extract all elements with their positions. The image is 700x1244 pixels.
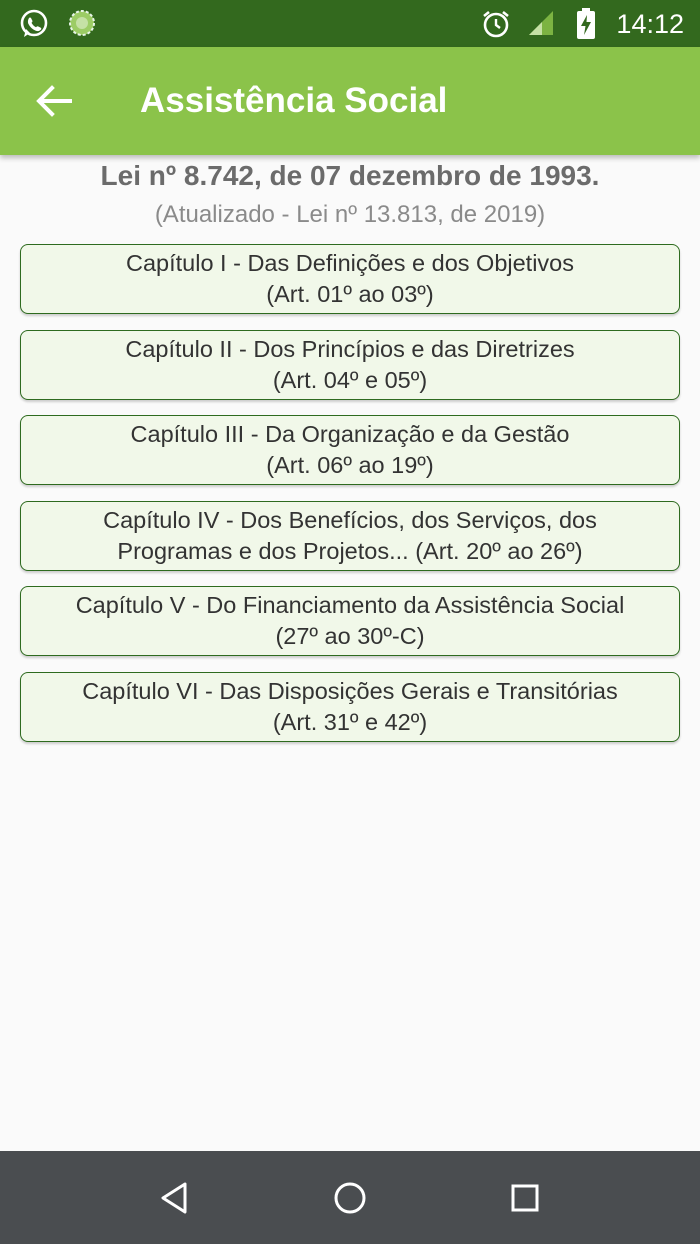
signal-icon bbox=[528, 10, 554, 41]
recents-square-icon bbox=[505, 1178, 545, 1218]
back-triangle-icon bbox=[155, 1178, 195, 1218]
chapter-list bbox=[20, 244, 680, 758]
chapter-articles: Programas e dos Projetos... (Art. 20º ao 26º) bbox=[117, 537, 583, 564]
home-circle-icon bbox=[330, 1178, 370, 1218]
chapter-articles: (Art. 31º e 42º) bbox=[272, 708, 428, 735]
app-bar bbox=[0, 47, 700, 155]
chapter-2-button[interactable] bbox=[20, 330, 680, 400]
chapter-6-button[interactable] bbox=[20, 672, 680, 742]
chapter-title: Capítulo II - Dos Princípios e das Diretrizes bbox=[125, 335, 575, 362]
nav-back-button[interactable] bbox=[155, 1178, 195, 1218]
chapter-articles: (Art. 06º ao 19º) bbox=[266, 452, 434, 479]
loading-icon bbox=[67, 8, 97, 43]
alarm-icon bbox=[481, 9, 511, 44]
chapter-articles: (Art. 04º e 05º) bbox=[272, 366, 428, 393]
chapter-title: Capítulo VI - Das Disposições Gerais e Transitórias bbox=[82, 677, 618, 704]
nav-home-button[interactable] bbox=[330, 1178, 370, 1218]
chapter-articles: (Art. 01º ao 03º) bbox=[266, 281, 434, 307]
chapter-5-button[interactable] bbox=[20, 586, 680, 656]
status-time: 14:12 bbox=[616, 9, 684, 39]
arrow-left-icon bbox=[34, 83, 74, 119]
chapter-title: Capítulo III - Da Organização e da Gestão bbox=[130, 421, 570, 448]
chapter-title: Capítulo IV - Dos Benefícios, dos Serviços, dos bbox=[103, 506, 597, 533]
status-bar bbox=[0, 0, 700, 47]
chapter-1-button[interactable] bbox=[20, 244, 680, 314]
page-title: Assistência Social bbox=[140, 81, 448, 120]
law-title: Lei nº 8.742, de 07 dezembro de 1993. bbox=[100, 160, 600, 191]
nav-recents-button[interactable] bbox=[505, 1178, 545, 1218]
navigation-bar bbox=[0, 1151, 700, 1244]
chapter-3-button[interactable] bbox=[20, 415, 680, 485]
chapter-title: Capítulo I - Das Definições e dos Objetivos bbox=[125, 250, 574, 276]
chapter-title: Capítulo V - Do Financiamento da Assistência Social bbox=[75, 592, 625, 619]
chapter-articles: (27º ao 30º-C) bbox=[275, 623, 425, 650]
law-subtitle: (Atualizado - Lei nº 13.813, de 2019) bbox=[154, 201, 546, 228]
battery-charging-icon bbox=[576, 8, 596, 45]
back-button[interactable] bbox=[34, 83, 74, 119]
chapter-4-button[interactable] bbox=[20, 501, 680, 571]
whatsapp-icon bbox=[18, 8, 50, 45]
